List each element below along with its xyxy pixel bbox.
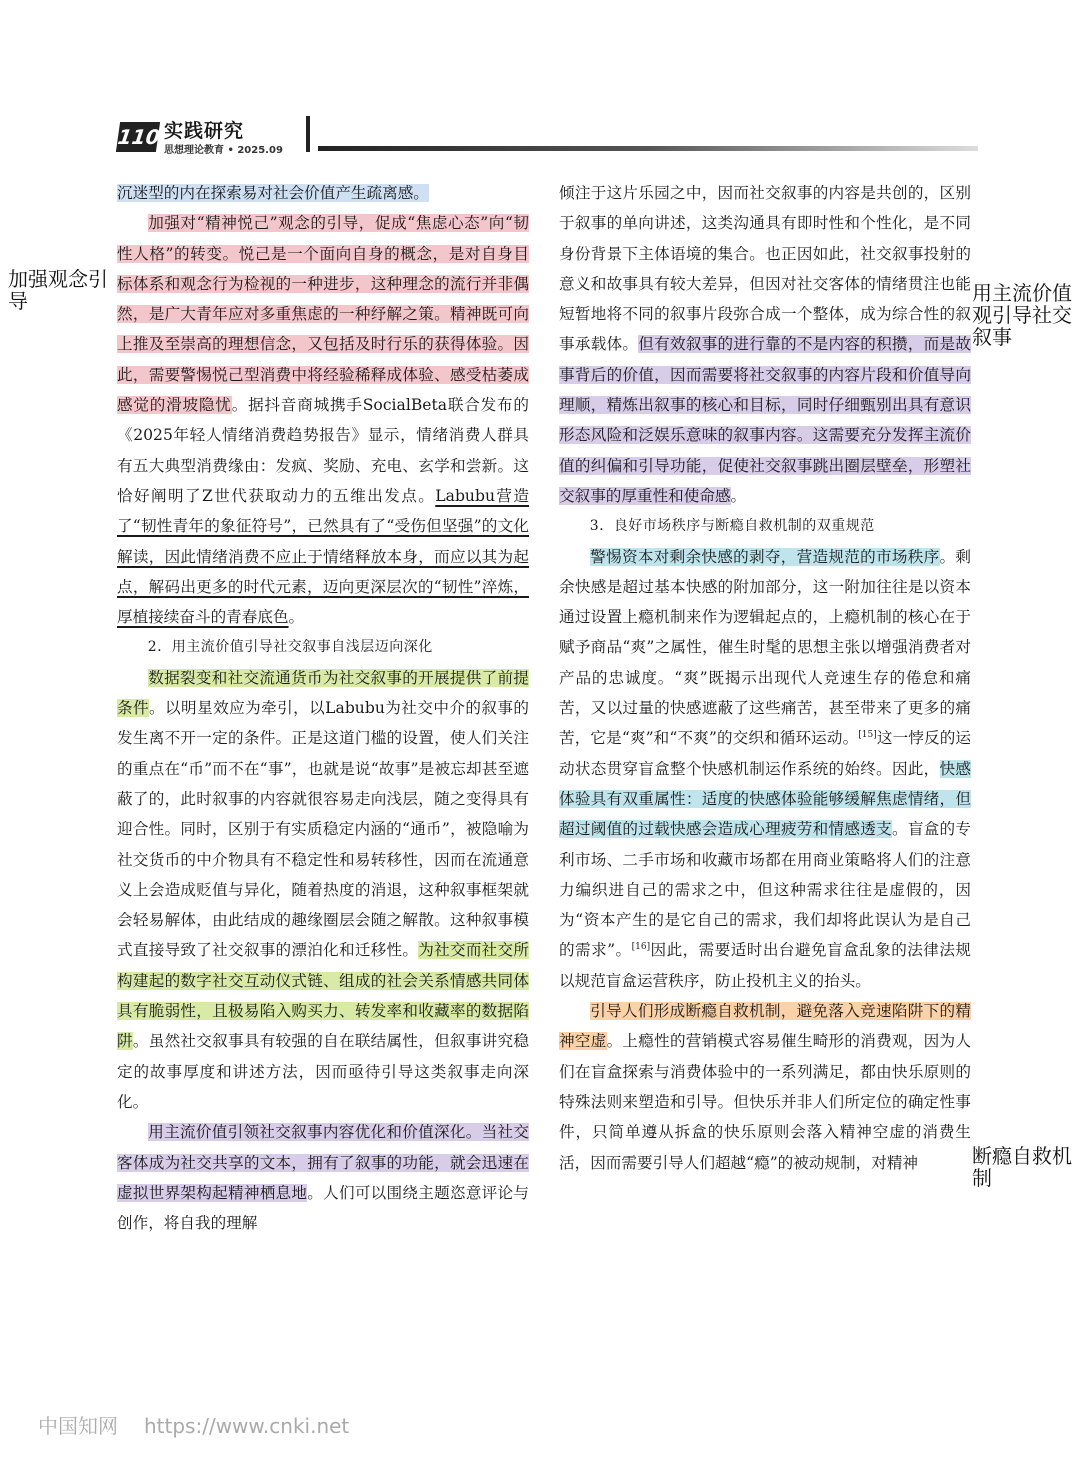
highlight-pink: 加强对“精神悦己”观念的引导，促成“焦虑心态”向“韧性人格”的转变。悦己是一个面向自身的概念，是对自身目标体系和观念行为检视的一种进步，这种理念的流行并非偶然，是广大青年应对多重焦虑的一种纾解之策。精神既可向上推及至崇高的理想信念，又包括及时行乐的获得体验。因此，需要警惕悦己型消费中将经验稀释成体验、感受枯萎成感觉的滑坡隐忧 bbox=[117, 214, 529, 415]
text: 。剩余快感是超过基本快感的附加部分，这一附加往往是以资本通过设置上瘾机制来作为逻辑起点的，上瘾机制的核心在于赋予商品“爽”之属性，催生时髦的思想主张以增强消费者对产品的忠诚度。“爽”既揭示出现代人竞速生存的倦怠和痛苦，又以过量的快感遮蔽了这些痛苦，甚至带来了更多的痛苦，它是“爽”和“不爽”的交织和循环运动。 bbox=[559, 547, 971, 748]
left-column bbox=[117, 178, 529, 1238]
margin-note: 用主流价值观引导社交叙事 bbox=[972, 281, 1072, 349]
highlight-purple: 但有效叙事的进行靠的不是内容的积攒，而是故事背后的价值，因而需要将社交叙事的内容片段和价值导向理顺，精炼出叙事的核心和目标，同时仔细甄别出具有意识形态风险和泛娱乐意味的叙事内容。这需要充分发挥主流价值的纠偏和引导功能，促使社交叙事跳出圈层壁垒，形塑社交叙事的厚重性和使命感 bbox=[559, 335, 971, 505]
highlight-orange: 引导人们形成断瘾自救机制，避免落入竞速陷阱下的精神空虚 bbox=[559, 1002, 971, 1051]
text: 。以明星效应为牵引，以Labubu为社交中介的叙事的发生离不开一定的条件。正是这道门槛的设置，使人们关注的重点在“币”而不在“事”，也就是说“故事”是被忘却甚至遮蔽了的，此时叙事的内容就很容易走向浅层，随之变得具有迎合性。同时，区别于有实质稳定内涵的“通币”，被隐喻为社交货币的中介物具有不稳定性和易转移性，因而在流通意义上会造成贬值与异化，随着热度的消退，这种叙事框架就会轻易解体，由此结成的趣缘圈层会随之解散。这种叙事模式直接导致了社交叙事的漂泊化和迁移性。 bbox=[117, 699, 529, 960]
underlined-text: Labubu营造了“韧性青年的象征符号”，已然具有了“受伤但坚强”的文化解读，因此情绪消费不应止于情绪释放本身，而应以其为起点，解码出更多的时代元素，迈向更深层次的“韧性”淬炼，厚植接续奋斗的青春底色 bbox=[117, 486, 530, 627]
citation-ref: [15] bbox=[858, 730, 877, 741]
watermark bbox=[38, 1410, 349, 1439]
text: 。 bbox=[730, 486, 747, 505]
subsection-heading: 2．用主流价值引导社交叙事自浅层迈向深化 bbox=[147, 639, 433, 656]
margin-note: 断瘾自救机制 bbox=[972, 1144, 1072, 1190]
page-number: 110 bbox=[116, 122, 160, 152]
watermark-url: https://www.cnki.net bbox=[144, 1414, 350, 1438]
highlight-cyan: 警惕资本对剩余快感的剥夺，营造规范的市场秩序 bbox=[590, 547, 940, 566]
paragraph bbox=[559, 996, 971, 1178]
paragraph bbox=[117, 1117, 529, 1238]
text: 。人们可以围绕主题恣意评论与创作，将自我的理解 bbox=[117, 1183, 529, 1233]
highlight-cyan: 快感体验具有双重属性：适度的快感体验能够缓解焦虑情绪，但超过阈值的过载快感会造成心理疲劳和情感透支 bbox=[559, 759, 971, 839]
text: 。 bbox=[288, 608, 305, 627]
citation-ref: [16] bbox=[631, 942, 651, 953]
text: 倾注于这片乐园之中，因而社交叙事的内容是共创的，区别于叙事的单向讲述，这类沟通具有即时性和个性化，是不同身份背景下主体语境的集合。也正因如此，社交叙事投射的意义和故事具有较大差异，但因对社交客体的情绪贯注也能短暂地将不同的叙事片段弥合成一个整体，成为综合性的叙事承载体。 bbox=[559, 184, 971, 354]
watermark-brand: 中国知网 bbox=[38, 1414, 118, 1438]
text: 。据抖音商城携手SocialBeta联合发布的《2025年轻人情绪消费趋势报告》显示，情绪消费人群具有五大典型消费缘由：发疯、奖励、充电、玄学和尝新。这恰好阐明了Z世代获取动力的五维出发点。 bbox=[117, 396, 529, 505]
right-column bbox=[559, 178, 971, 1178]
header-divider bbox=[306, 116, 310, 152]
paragraph bbox=[559, 542, 971, 996]
highlight-blue: 沉迷型的内在探索易对社会价值产生疏离感。 bbox=[117, 184, 429, 202]
text: 因此，需要适时出台避免盲盒乱象的法律法规以规范盲盒运营秩序，防止投机主义的抬头。 bbox=[559, 941, 971, 990]
journal-issue: 思想理论教育 • 2025.09 bbox=[164, 145, 283, 156]
section-title: 实践研究 bbox=[164, 120, 245, 142]
text: 。上瘾性的营销模式容易催生畸形的消费观，因为人们在盲盒探索与消费体验中的一系列满足，都由快乐原则的特殊法则来塑造和引导。但快乐并非人们所定位的确定性事件，只简单遵从拆盒的快乐原则会落入精神空虚的消费生活，因而需要引导人们超越“瘾”的被动规制，对精神 bbox=[559, 1032, 971, 1172]
paragraph bbox=[559, 178, 971, 511]
highlight-purple: 用主流价值引领社交叙事内容优化和价值深化。当社交客体成为社交共享的文本，拥有了叙事的功能，就会迅速在虚拟世界架构起精神栖息地 bbox=[117, 1123, 529, 1202]
text: 。虽然社交叙事具有较强的自在联结属性，但叙事讲究稳定的故事厚度和讲述方法，因而亟待引导这类叙事走向深化。 bbox=[117, 1032, 529, 1111]
page-header bbox=[118, 112, 978, 162]
paragraph bbox=[117, 663, 529, 1117]
header-rule bbox=[318, 146, 978, 151]
text: 这一悖反的运动状态贯穿盲盒整个快感机制运作系统的始终。因此， bbox=[559, 729, 971, 778]
paragraph bbox=[117, 178, 529, 208]
text: 。盲盒的专利市场、二手市场和收藏市场都在用商业策略将人们的注意力编织进自己的需求之中，但这种需求往往是虚假的，因为“资本产生的是它自己的需求，我们却将此误认为是自己的需求”。 bbox=[559, 820, 971, 960]
subsection-heading: 3．良好市场秩序与断瘾自救机制的双重规范 bbox=[589, 518, 875, 535]
paragraph bbox=[117, 208, 529, 632]
highlight-green: 为社交而社交所构建起的数字社交互动仪式链、组成的社会关系情感共同体具有脆弱性，且极易陷入购买力、转发率和收藏率的数据陷阱 bbox=[117, 941, 529, 1051]
margin-note: 加强观念引导 bbox=[8, 267, 108, 313]
highlight-green: 数据裂变和社交流通货币为社交叙事的开展提供了前提条件 bbox=[117, 668, 529, 718]
